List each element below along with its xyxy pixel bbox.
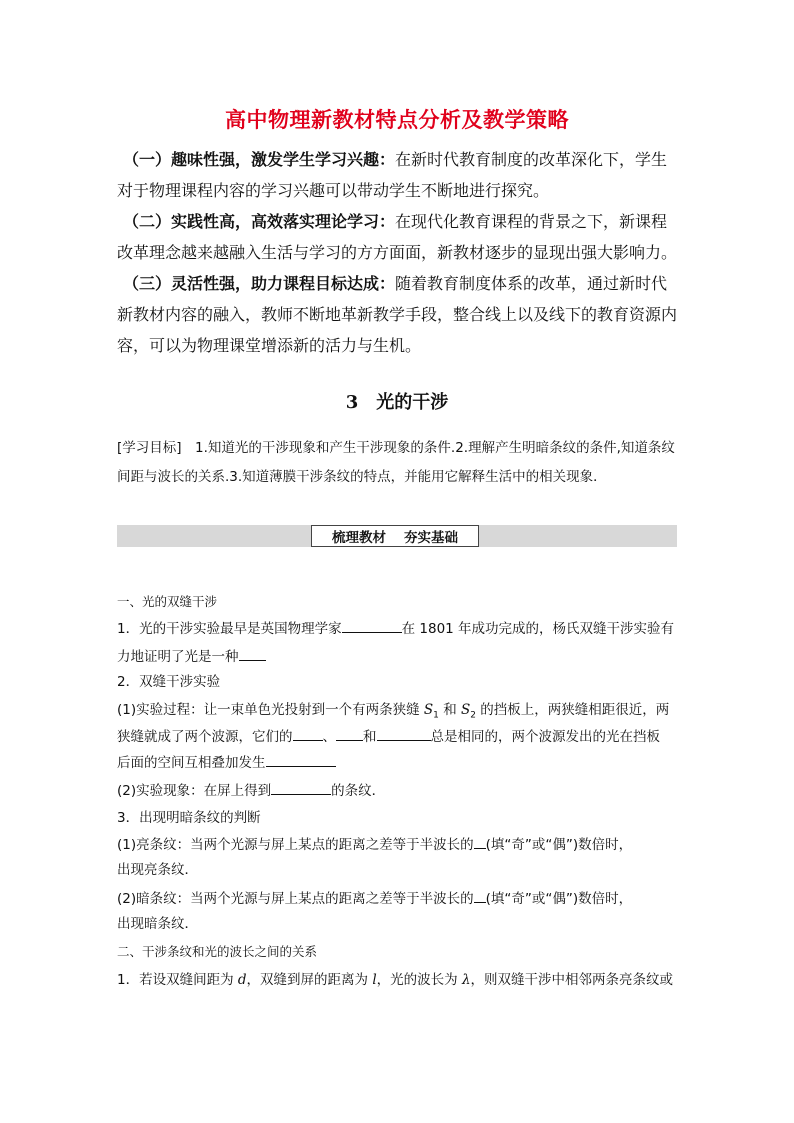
banner-label-right: 夯实基础 [404, 530, 458, 546]
learning-objectives: [学习目标] 1.知道光的干涉现象和产生干涉现象的条件.2.理解产生明暗条纹的条件,知道条纹间距与波长的关系.3.知道薄膜干涉条纹的特点，并能用它解释生活中的相关现象． [117, 440, 675, 485]
item-3-1-line-1: (1)亮条纹：当两个光源与屏上某点的距离之差等于半波长的 (填“奇”或“偶”)数倍时， [117, 834, 679, 855]
intro-heading-1: （一）趣味性强，激发学生学习兴趣： [123, 150, 396, 169]
document-title: 高中物理新教材特点分析及教学策略 [225, 107, 569, 132]
blank-fringe-type[interactable] [271, 780, 331, 795]
item-3-2-line-1: (2)暗条纹：当两个光源与屏上某点的距离之差等于半波长的 (填“奇”或“偶”)数倍时， [117, 888, 679, 909]
heading-wavelength-relation: 二、干涉条纹和光的波长之间的关系 [117, 944, 318, 959]
item-2-2-line: (2)实验现象：在屏上得到 的条纹． [117, 780, 679, 801]
blank-phenomenon[interactable] [266, 752, 336, 767]
blank-property-3[interactable] [377, 726, 431, 741]
item-2-heading: 2．双缝干涉实验 [117, 674, 221, 690]
blank-property-2[interactable] [336, 726, 363, 741]
banner-label-left: 梳理教材 [332, 530, 386, 546]
banner-label-box [311, 525, 479, 547]
intro-text-3: 随着教育制度体系的改革，通过新时代新教材内容的融入，教师不断地革新教学手段，整合线上以及线下的教育资源内容，可以为物理课堂增添新的活力与生机。 [117, 274, 678, 355]
section-title: 3 光的干涉 [345, 392, 449, 413]
item-2-line-1: (1)实验过程：让一束单色光投射到一个有两条狭缝 $S_1$ 和 $S_2$ 的挡板上，两狭缝相距很近，两 [117, 702, 670, 721]
item-4-line-1: 1．若设双缝间距为 d，双缝到屏的距离为 l，光的波长为 λ，则双缝干涉中相邻两条亮条纹或 [117, 972, 674, 988]
item-1-line-2: 力地证明了光是一种 [117, 646, 679, 667]
intro-paragraph-2 [117, 206, 677, 268]
blank-property-1[interactable] [293, 726, 323, 741]
blank-physicist[interactable] [342, 618, 402, 633]
intro-text-1: 在新时代教育制度的改革深化下，学生对于物理课程内容的学习兴趣可以带动学生不断地进行探究。 [117, 150, 668, 200]
intro-paragraph-1 [117, 144, 677, 206]
item-3-heading: 3．出现明暗条纹的判断 [117, 810, 261, 826]
intro-text-2: 在现代化教育课程的背景之下，新课程改革理念越来越融入生活与学习的方方面面，新教材逐步的显现出强大影响力。 [117, 212, 678, 262]
item-2-line-3: 后面的空间互相叠加发生 [117, 752, 679, 773]
blank-bright-parity[interactable] [474, 834, 486, 849]
item-2-line-2: 狭缝就成了两个波源，它们的 、 和 总是相同的，两个波源发出的光在挡板 [117, 726, 679, 747]
intro-heading-2: （二）实践性高，高效落实理论学习： [123, 212, 396, 231]
blank-dark-parity[interactable] [474, 888, 486, 903]
heading-double-slit: 一、光的双缝干涉 [117, 594, 218, 609]
item-3-1-line-2: 出现亮条纹． [117, 862, 198, 878]
section-banner [117, 525, 677, 547]
blank-light-nature[interactable] [239, 646, 266, 661]
intro-paragraph-3 [117, 268, 677, 361]
intro-heading-3: （三）灵活性强，助力课程目标达成： [123, 274, 396, 293]
item-3-2-line-2: 出现暗条纹． [117, 916, 198, 932]
item-1-line-1: 1．光的干涉实验最早是英国物理学家 在 1801 年成功完成的，杨氏双缝干涉实验有 [117, 618, 679, 639]
